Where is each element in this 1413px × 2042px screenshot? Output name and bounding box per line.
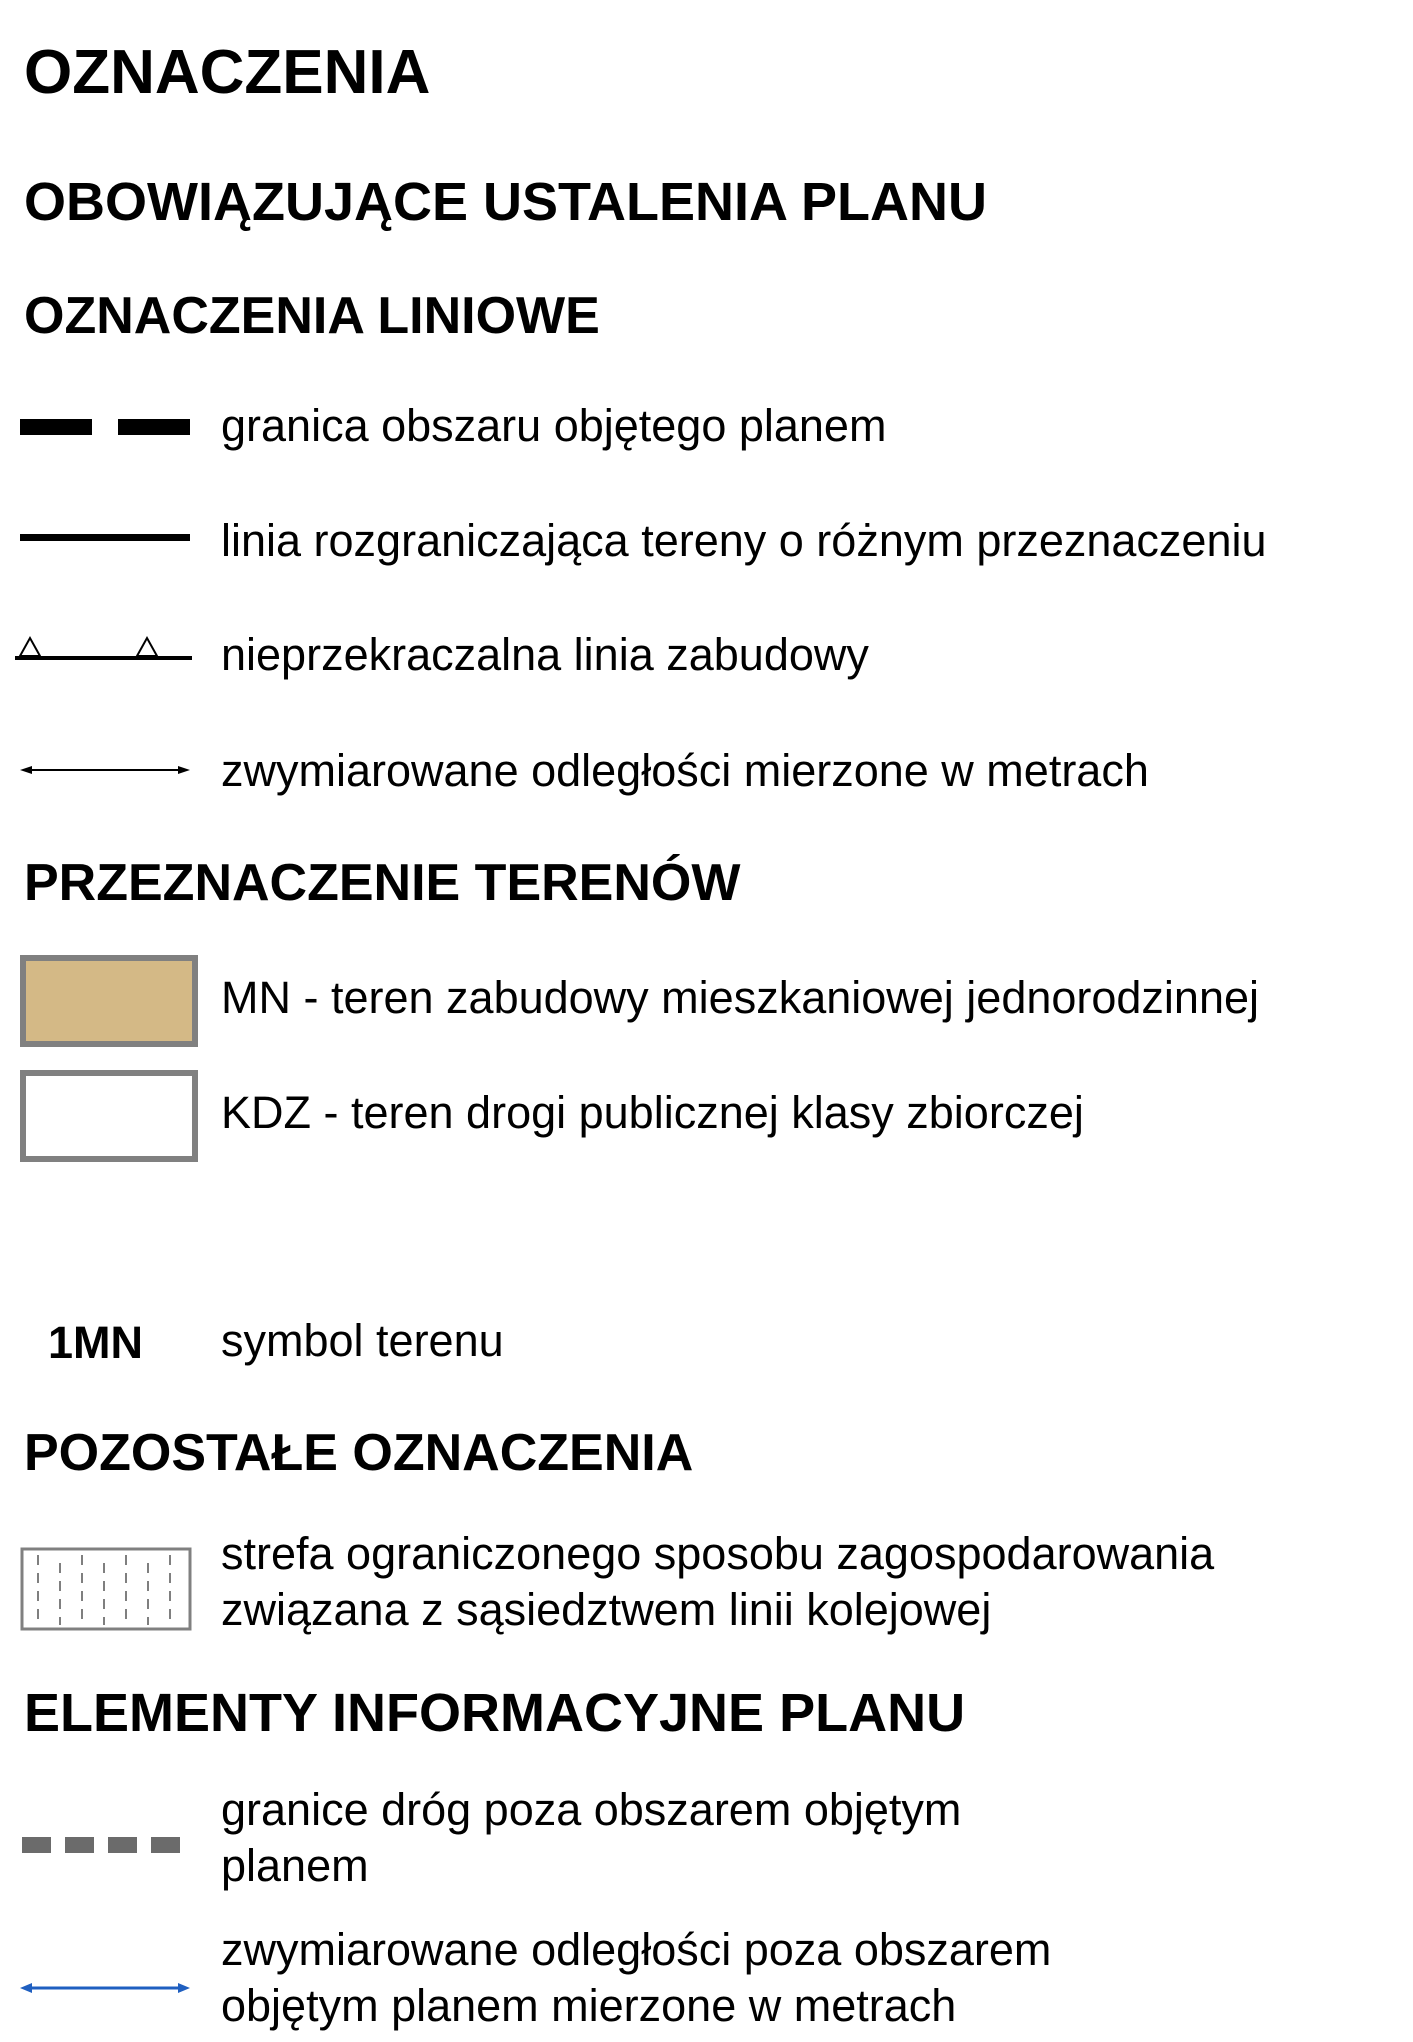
info-item-line-2: objętym planem mierzone w metrach bbox=[221, 1980, 957, 2031]
land-symbol-code: 1MN bbox=[48, 1317, 144, 1368]
double-arrow-icon bbox=[0, 760, 210, 780]
thick-dashed-line-icon bbox=[0, 410, 210, 440]
info-item-line-1: granice dróg poza obszarem objętym bbox=[221, 1784, 962, 1835]
other-item-line-1: strefa ograniczonego sposobu zagospodarowania bbox=[221, 1528, 1215, 1579]
other-item-label bbox=[221, 1526, 1214, 1638]
other-item-line-2: związana z sąsiedztwem linii kolejowej bbox=[221, 1584, 992, 1635]
solid-line-icon bbox=[0, 528, 210, 548]
blue-double-arrow-icon bbox=[0, 1978, 210, 1998]
section-land-use-heading: PRZEZNACZENIE TERENÓW bbox=[24, 854, 741, 912]
land-symbol-label: symbol terenu bbox=[221, 1315, 504, 1366]
info-item-label bbox=[221, 1782, 961, 1894]
section-informational-heading: ELEMENTY INFORMACYJNE PLANU bbox=[24, 1683, 966, 1743]
info-item-label bbox=[221, 1922, 1051, 2034]
section-binding-heading: OBOWIĄZUJĄCE USTALENIA PLANU bbox=[24, 172, 987, 232]
land-use-item-label: KDZ - teren drogi publicznej klasy zbiorczej bbox=[221, 1087, 1084, 1138]
info-item-line-2: planem bbox=[221, 1840, 369, 1891]
section-other-heading: POZOSTAŁE OZNACZENIA bbox=[24, 1424, 694, 1482]
section-linear-heading: OZNACZENIA LINIOWE bbox=[24, 287, 600, 345]
linear-item-label: granica obszaru objętego planem bbox=[221, 400, 887, 451]
hatched-zone-icon bbox=[0, 1545, 210, 1635]
kdz-swatch-icon bbox=[20, 1070, 198, 1162]
linear-item-label: nieprzekraczalna linia zabudowy bbox=[221, 629, 869, 680]
linear-item-label: linia rozgraniczająca tereny o różnym przeznaczeniu bbox=[221, 515, 1267, 566]
legend-title: OZNACZENIA bbox=[24, 38, 431, 107]
land-use-item-label: MN - teren zabudowy mieszkaniowej jednorodzinnej bbox=[221, 972, 1260, 1023]
linear-item-label: zwymiarowane odległości mierzone w metrach bbox=[221, 745, 1149, 796]
mn-swatch-icon bbox=[20, 955, 198, 1047]
triangle-line-icon bbox=[0, 628, 210, 668]
gray-dashed-line-icon bbox=[0, 1830, 210, 1860]
info-item-line-1: zwymiarowane odległości poza obszarem bbox=[221, 1924, 1052, 1975]
